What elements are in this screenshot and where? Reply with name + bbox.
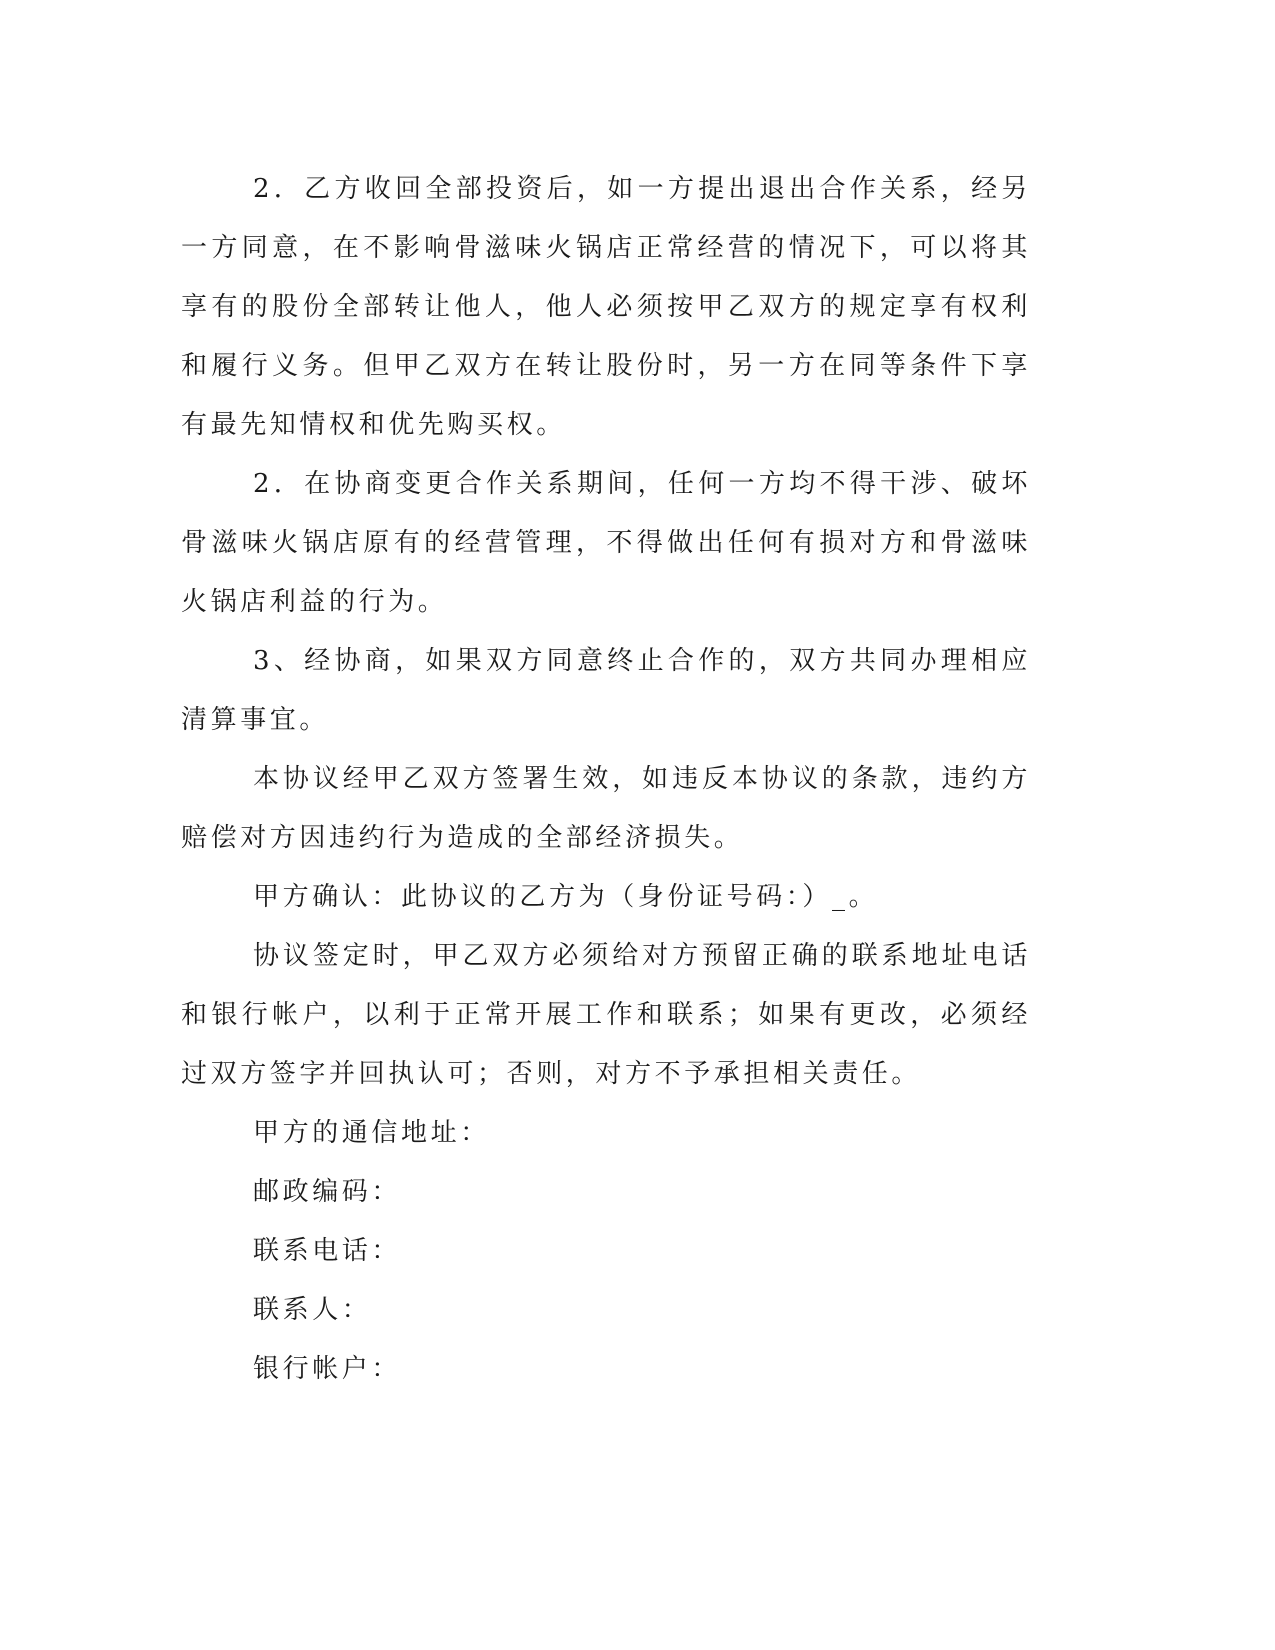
paragraph-termination: 3、经协商，如果双方同意终止合作的，双方共同办理相应清算事宜。 bbox=[181, 646, 1031, 735]
paragraph-no-interference: 2．在协商变更合作关系期间，任何一方均不得干涉、破坏骨滋味火锅店原有的经营管理，不得做出任何有损对方和骨滋味火锅店利益的行为。 bbox=[181, 469, 1031, 617]
paragraph-party-b-confirmation: 甲方确认：此协议的乙方为（身份证号码：）_。 bbox=[253, 882, 879, 912]
field-postal-code: 邮政编码： bbox=[253, 1177, 402, 1207]
field-contact-person: 联系人： bbox=[253, 1295, 372, 1325]
field-mailing-address: 甲方的通信地址： bbox=[253, 1118, 490, 1148]
paragraph-contact-info: 协议签定时，甲乙双方必须给对方预留正确的联系地址电话和银行帐户，以利于正常开展工作和联系；如果有更改，必须经过双方签字并回执认可；否则，对方不予承担相关责任。 bbox=[181, 941, 1031, 1089]
field-bank-account: 银行帐户： bbox=[253, 1354, 402, 1384]
paragraph-effectiveness: 本协议经甲乙双方签署生效，如违反本协议的条款，违约方赔偿对方因违约行为造成的全部经济损失。 bbox=[181, 764, 1031, 853]
document-body bbox=[181, 160, 1031, 1399]
paragraph-transfer-shares: 2．乙方收回全部投资后，如一方提出退出合作关系，经另一方同意，在不影响骨滋味火锅店正常经营的情况下，可以将其享有的股份全部转让他人，他人必须按甲乙双方的规定享有权利和履行义务。但甲乙双方在转让股份时，另一方在同等条件下享有最先知情权和优先购买权。 bbox=[181, 174, 1031, 440]
field-phone: 联系电话： bbox=[253, 1236, 402, 1266]
